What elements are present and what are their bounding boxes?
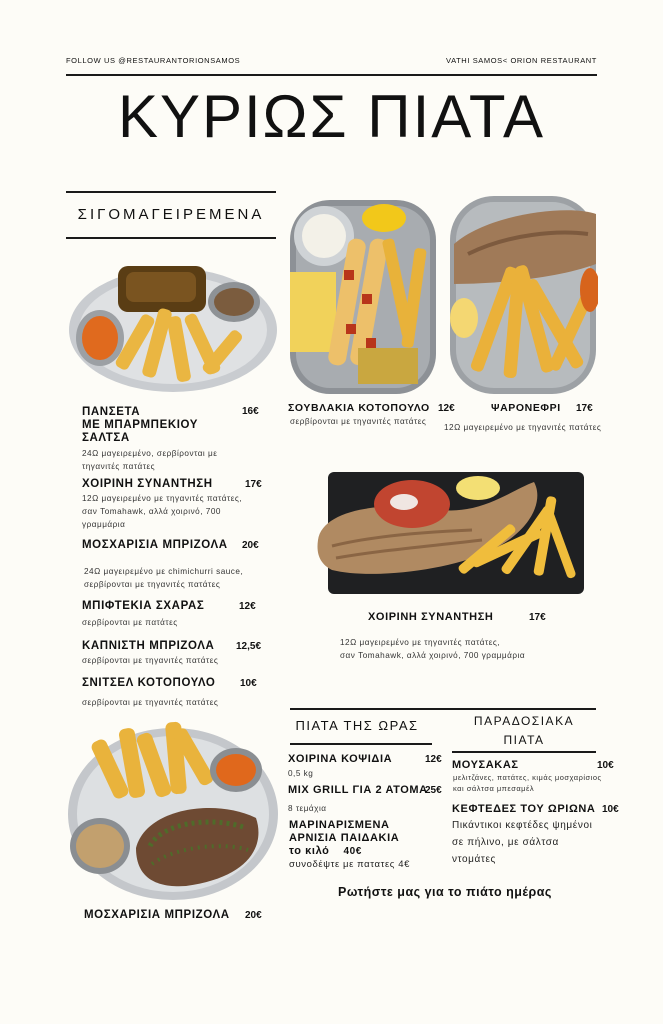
psaronefri-caption: ΨΑΡΟΝΕΦΡΙ xyxy=(491,402,561,414)
item-name-schnitzel: ΣΝΙΤΣΕΛ ΚΟΤΟΠΟΥΛΟ xyxy=(82,677,216,689)
psaronefri-price: 17€ xyxy=(576,403,593,414)
grill-item-name-mix-grill: MIX GRILL ΓΙΑ 2 ΑΤΟΜΑ xyxy=(288,784,428,796)
location-text: VATHI SAMOS< ORION RESTAURANT xyxy=(446,56,597,65)
item-price-beef-steak: 20€ xyxy=(242,540,259,551)
header-rule xyxy=(66,74,597,76)
dish-of-day-note: Ρωτήστε μας για το πιάτο ημέρας xyxy=(338,885,552,899)
grill-item-price-mix-grill: 25€ xyxy=(425,785,442,796)
item-name-biftekia: ΜΠΙΦΤΕΚΙΑ ΣΧΑΡΑΣ xyxy=(82,600,205,612)
item-price-smoked-steak: 12,5€ xyxy=(236,641,262,652)
psaronefri-photo xyxy=(448,194,598,396)
beef-steak-photo-caption: ΜΟΣΧΑΡΙΣΙΑ ΜΠΡΙΖΟΛΑ xyxy=(84,909,230,921)
item-price-pancetta: 16€ xyxy=(242,406,259,417)
trad-item-name-keftedes: ΚΕΦΤΕΔΕΣ ΤΟΥ ΩΡΙΩΝΑ xyxy=(452,803,596,815)
beef-steak-photo-price: 20€ xyxy=(245,910,262,921)
trad-item-price-moussaka: 10€ xyxy=(597,760,614,771)
grill-rule-bottom xyxy=(290,743,432,745)
grill-item-name-kopsidia: ΧΟΙΡΙΝΑ ΚΟΨΙΔΙΑ xyxy=(288,753,393,765)
trad-item-desc-keftedes: Πικάντικοι κεφτέδες ψημένοι σε πήλινο, με σάλτσα ντομάτες xyxy=(452,820,593,865)
souvlaki-price: 12€ xyxy=(438,403,455,414)
section-title-traditional: ΠΑΡΑΔΟΣΙΑΚΑ ΠΙΑΤΑ xyxy=(473,714,575,747)
trad-item-price-keftedes: 10€ xyxy=(602,804,619,815)
item-desc-schnitzel: σερβίρονται με τηγανιτές πατάτες xyxy=(82,698,219,707)
item-price-biftekia: 12€ xyxy=(239,601,256,612)
item-desc-pancetta: 24Ω μαγειρεμένο, σερβίρονται με τηγανιτές πατάτες xyxy=(82,449,218,471)
trad-item-name-moussaka: ΜΟΥΣΑΚΑΣ xyxy=(452,759,519,771)
item-name-smoked-steak: ΚΑΠΝΙΣΤΗ ΜΠΡΙΖΟΛΑ xyxy=(82,640,215,652)
section-rule-bottom xyxy=(66,237,276,239)
item-name-pork-chop: ΧΟΙΡΙΝΗ ΣΥΝΑΝΤΗΣΗ xyxy=(82,478,213,490)
grill-item-price-kopsidia: 12€ xyxy=(425,754,442,765)
souvlaki-desc: σερβίρονται με τηγανιτές πατάτες xyxy=(290,417,427,426)
item-desc-beef-steak: 24Ω μαγειρεμένο με chimichurri sauce, σερβίρονται με τηγανιτές πατάτες xyxy=(84,567,244,589)
trad-item-desc-moussaka: μελιτζάνες, πατάτες, κιμάς μοσχαρίσιος και σάλτσα μπεσαμέλ xyxy=(453,773,602,793)
follow-us-text: FOLLOW US @RESTAURANTORIONSAMOS xyxy=(66,56,241,65)
traditional-rule-bottom xyxy=(452,751,596,753)
section-rule-top xyxy=(66,191,276,193)
section-title-grill: ΠΙΑΤΑ ΤΗΣ ΩΡΑΣ xyxy=(295,718,419,733)
psaronefri-desc: 12Ω μαγειρεμένο με τηγανιτές πατάτες xyxy=(444,423,602,432)
beef-steak-photo xyxy=(66,718,280,904)
item-price-schnitzel: 10€ xyxy=(240,678,257,689)
item-name-pancetta: ΠΑΝΣΕΤΑ ΜΕ ΜΠΑΡΜΠΕΚΙΟΥ ΣΑΛΤΣΑ xyxy=(82,406,199,444)
item-desc-biftekia: σερβίρονται με πατάτες xyxy=(82,618,178,627)
grill-item-desc-mix-grill: 8 τεμάχια xyxy=(288,804,327,813)
pork-chop-photo xyxy=(312,470,586,596)
item-price-pork-chop: 17€ xyxy=(245,479,262,490)
item-desc-smoked-steak: σερβίρονται με τηγανιτές πατάτες xyxy=(82,656,219,665)
pork-chop-caption: ΧΟΙΡΙΝΗ ΣΥΝΑΝΤΗΣΗ xyxy=(368,611,494,623)
grill-item-desc-lamb-chops: συνοδέψτε με πατατες 4€ xyxy=(289,859,410,870)
pancetta-photo xyxy=(68,262,278,394)
item-name-beef-steak: ΜΟΣΧΑΡΙΣΙΑ ΜΠΡΙΖΟΛΑ xyxy=(82,539,228,551)
pork-chop-desc: 12Ω μαγειρεμένο με τηγανιτές πατάτες, σαν Tomahawk, αλλά χοιρινό, 700 γραμμάρια xyxy=(340,638,526,660)
page-title: ΚΥΡΙΩΣ ΠΙΑΤΑ xyxy=(117,83,546,150)
pork-chop-price: 17€ xyxy=(529,612,546,623)
souvlaki-photo xyxy=(288,198,438,396)
grill-rule-top xyxy=(290,708,596,710)
item-desc-pork-chop: 12Ω μαγειρεμένο με τηγανιτές πατάτες, σαν Tomahawk, αλλά χοιρινό, 700 γραμμάρια xyxy=(82,494,243,529)
grill-item-price-lamb-chops: 40€ xyxy=(343,846,362,857)
section-title-stews: ΣΙΓΟΜΑΓΕΙΡΕΜΕΝΑ xyxy=(77,206,265,223)
souvlaki-caption: ΣΟΥΒΛΑΚΙΑ ΚΟΤΟΠΟΥΛΟ xyxy=(288,402,430,414)
grill-item-name-lamb-chops: ΜΑΡΙΝΑΡΙΣΜΕΝΑ ΑΡΝΙΣΙΑ ΠΑΙΔΑΚΙΑ το κιλό 40€ xyxy=(289,819,400,857)
grill-item-desc-kopsidia: 0,5 kg xyxy=(288,769,314,778)
